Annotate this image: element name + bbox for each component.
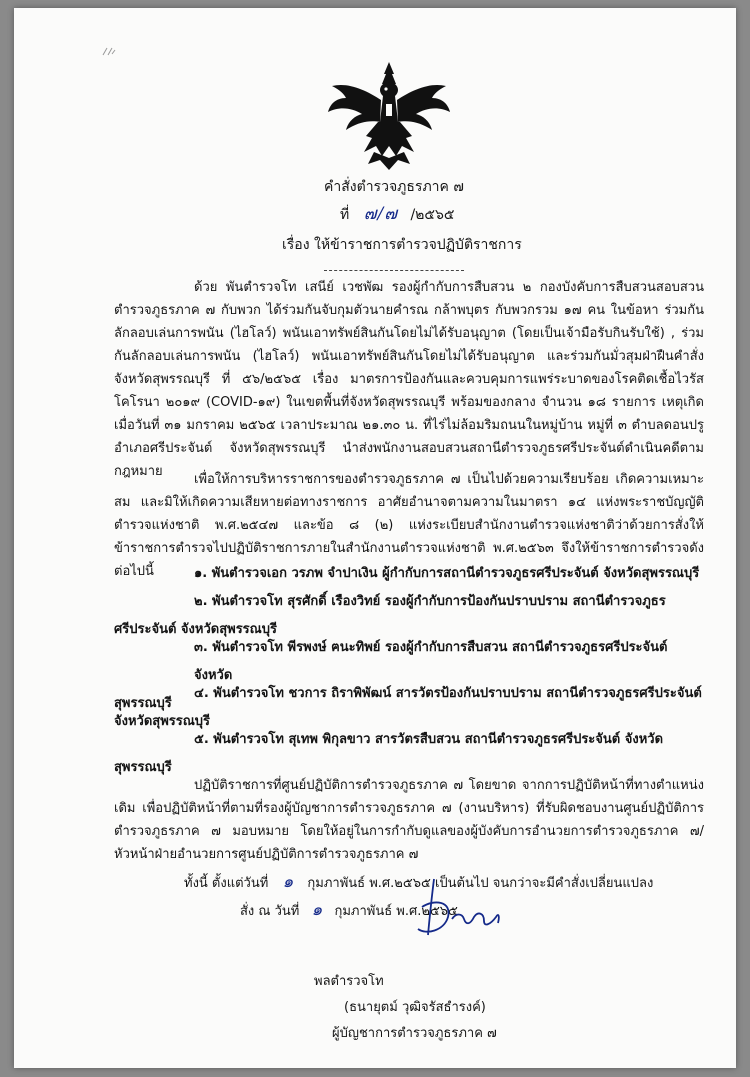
personnel-item-1 xyxy=(114,560,704,588)
personnel-item-3-line-2: สุพรรณบุรี xyxy=(114,696,172,711)
signer-name: (ธนายุตม์ วุฒิจรัสธำรงค์) xyxy=(344,1000,486,1015)
corner-mark xyxy=(102,46,116,56)
order-number-prefix: ที่ xyxy=(340,207,350,223)
personnel-item-5-line-1: ๕. พันตำรวจโท สุเทพ พิกุลขาว สารวัตรสืบสวน สถานีตำรวจภูธรศรีประจันต์ จังหวัด xyxy=(194,732,664,747)
personnel-item-3-line-1: ๓. พันตำรวจโท พีรพงษ์ ฅนะทิพย์ รองผู้กำกับการสืบสวน สถานีตำรวจภูธรศรีประจันต์ จังหวัด xyxy=(194,640,668,683)
ordered-date-day: ๑ xyxy=(311,900,323,920)
order-subject: เรื่อง ให้ข้าราชการตำรวจปฏิบัติราชการ xyxy=(282,237,522,253)
personnel-item-5-line-2: สุพรรณบุรี xyxy=(114,760,172,775)
effective-date-day: ๑ xyxy=(282,872,294,892)
document-page xyxy=(14,8,736,1068)
order-number xyxy=(340,200,454,227)
personnel-item-4-line-2: จังหวัดสุพรรณบุรี xyxy=(114,714,211,729)
ordered-date-prefix: สั่ง ณ วันที่ xyxy=(240,904,300,919)
personnel-item-2-line-2: ศรีประจันต์ จังหวัดสุพรรณบุรี xyxy=(114,622,277,637)
body-paragraph-1: ด้วย พันตำรวจโท เสนีย์ เวชพัฒ รองผู้กำกับการสืบสวน ๒ กองบังคับการสืบสวนสอบสวน ตำรวจภูธรภาค ๗ กับพวก ได้ร่วมกันจับกุมตัวนายคำรณ กล้าพบุตร กับพวกรวม ๑๗ คน ในข้อหา ร่วมกันลักลอบเล่นการพนัน (ไฮโลว์) พนันเอาทรัพย์สินกันโดยไม่ได้รับอนุญาต (โดยเป็นเจ้ามือรับกินรับใช้) , ร่วมกันลักลอบเล่นการพนัน (ไฮโลว์) พนันเอาทรัพย์สินกันโดยไม่ได้รับอนุญาต และร่วมกันมั่วสุมฝ่าฝืนคำสั่งจังหวัดสุพรรณบุรี ที่ ๕๖/๒๕๖๕ เรื่อง มาตรการป้องกันและควบคุมการแพร่ระบาดของโรคติดเชื้อไวรัสโคโรนา ๒๐๑๙ (COVID-๑๙) ในเขตพื้นที่จังหวัดสุพรรณบุรี พร้อมของกลาง จำนวน ๑๘ รายการ เหตุเกิดเมื่อวันที่ ๓๑ มกราคม ๒๕๖๕ เวลาประมาณ ๒๑.๓๐ น. ที่ไร่ไม่ล้อมริมถนนในหมู่บ้าน หมู่ที่ ๓ ตำบลดอนปรู อำเภอศรีประจันต์ จังหวัดสุพรรณบุรี นำส่งพนักงานสอบสวนสถานีตำรวจภูธรศรีประจันต์ดำเนินคดีตามกฎหมาย xyxy=(114,280,704,479)
signer-rank: พลตำรวจโท xyxy=(314,974,384,989)
garuda-emblem xyxy=(326,60,452,172)
signer-title: ผู้บัญชาการตำรวจภูธรภาค ๗ xyxy=(332,1026,497,1041)
personnel-item-2-line-1: ๒. พันตำรวจโท สุรศักดิ์ เรืองวิทย์ รองผู้กำกับการป้องกันปราบปราม สถานีตำรวจภูธร xyxy=(194,594,666,609)
body-paragraph-3: ปฏิบัติราชการที่ศูนย์ปฏิบัติการตำรวจภูธรภาค ๗ โดยขาด จากการปฏิบัติหน้าที่ทางตำแหน่งเดิม เพื่อปฏิบัติหน้าที่ตามที่รองผู้บัญชาการตำรวจภูธรภาค ๗ (งานบริหาร) ที่รับผิดชอบงานศูนย์ปฏิบัติการตำรวจภูธรภาค ๗ มอบหมาย โดยให้อยู่ในการกำกับดูแลของผู้บังคับการอำนวยการตำรวจภูธรภาค ๗/หัวหน้าฝ่ายอำนวยการศูนย์ปฏิบัติการตำรวจภูธรภาค ๗ xyxy=(114,778,704,862)
personnel-item-1-line-1: ๑. พันตำรวจเอก วรภพ จำปาเงิน ผู้กำกับการสถานีตำรวจภูธรศรีประจันต์ จังหวัดสุพรรณบุรี xyxy=(194,566,700,581)
body-paragraph-2: เพื่อให้การบริหารราชการของตำรวจภูธรภาค ๗ เป็นไปด้วยความเรียบร้อย เกิดความเหมาะสม และมิให้เกิดความเสียหายต่อทางราชการ อาศัยอำนาจตามความในมาตรา ๑๔ แห่งพระราชบัญญัติตำรวจแห่งชาติ พ.ศ.๒๕๔๗ และข้อ ๘ (๒) แห่งระเบียบสำนักงานตำรวจแห่งชาติว่าด้วยการสั่งให้ข้าราชการตำรวจไปปฏิบัติราชการภายในสำนักงานตำรวจแห่งชาติ พ.ศ.๒๕๖๓ จึงให้ข้าราชการตำรวจดังต่อไปนี้ xyxy=(114,472,704,579)
order-number-suffix: /๒๕๖๕ xyxy=(410,207,455,223)
order-title: คำสั่งตำรวจภูธรภาค ๗ xyxy=(324,179,464,195)
personnel-item-4-line-1: ๔. พันตำรวจโท ชวการ ถิราพิพัฒน์ สารวัตรป้องกันปราบปราม สถานีตำรวจภูธรศรีประจันต์ xyxy=(194,686,702,701)
handwritten-signature xyxy=(404,873,504,948)
effective-date-prefix: ทั้งนี้ ตั้งแต่วันที่ xyxy=(184,876,269,891)
header-divider xyxy=(324,270,464,271)
ordered-date-suffix: กุมภาพันธ์ พ.ศ.๒๕๖๕ xyxy=(334,904,458,919)
order-number-handwritten: ๗/๗ xyxy=(363,204,398,224)
effective-date-suffix: กุมภาพันธ์ พ.ศ.๒๕๖๕ เป็นต้นไป จนกว่าจะมีคำสั่งเปลี่ยนแปลง xyxy=(307,876,654,891)
